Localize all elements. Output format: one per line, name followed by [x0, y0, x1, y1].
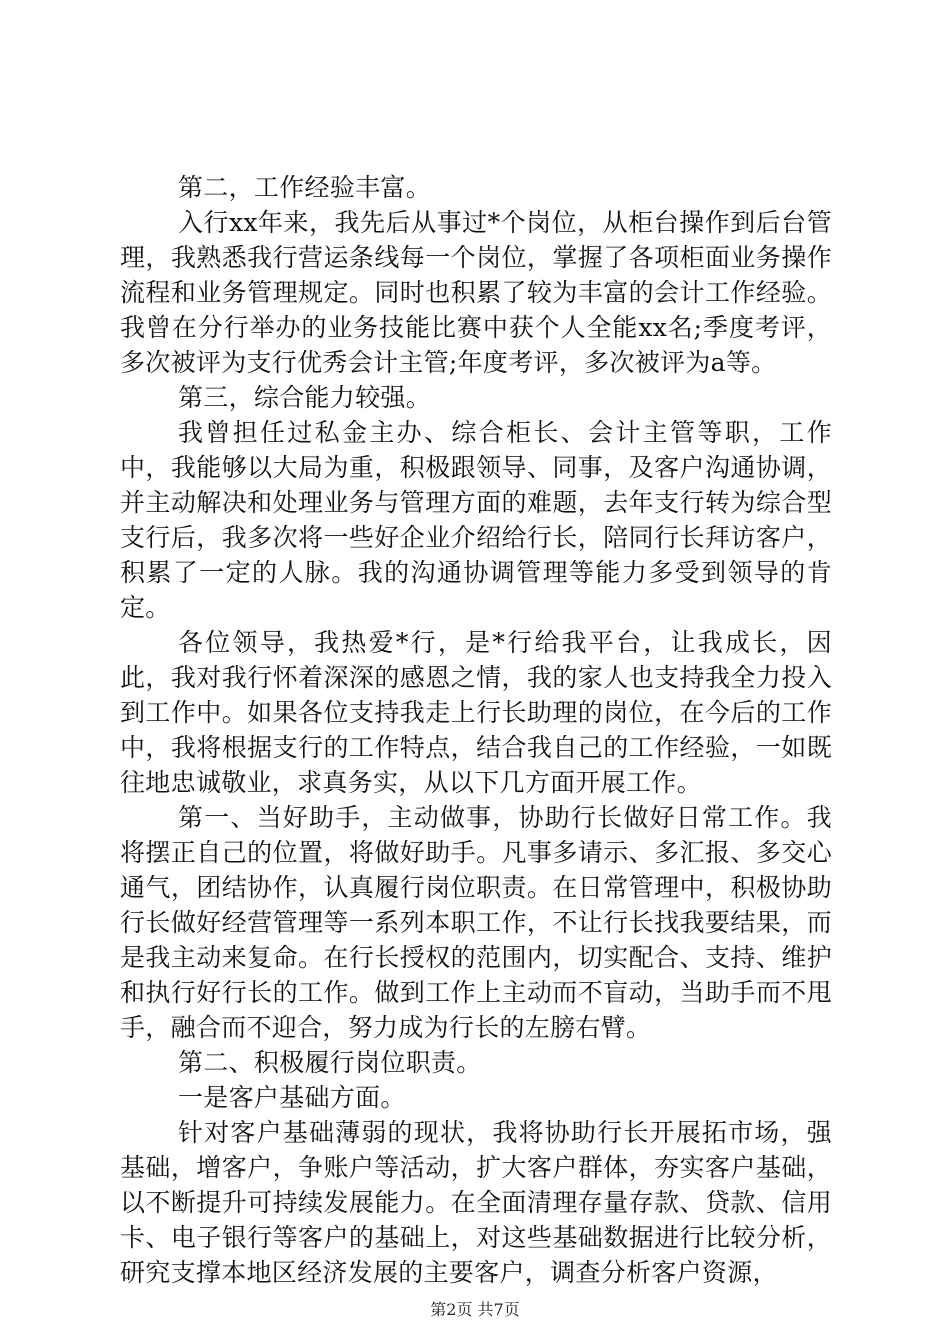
paragraph-9: 针对客户基础薄弱的现状，我将协助行长开展拓市场，强基础，增客户，争账户等活动，扩大客户群体，夯实客户基础，以不断提升可持续发展能力。在全面清理存量存款、贷款、信用卡、电子银行等客户的基础上，对这些基础数据进行比较分析，研究支撑本地区经济发展的主要客户，调查分析客户资源，	[120, 1118, 832, 1287]
paragraph-7: 第二、积极履行岗位职责。	[178, 1048, 482, 1077]
document-body	[120, 170, 832, 1290]
paragraph-5: 各位领导，我热爱*行，是*行给我平台，让我成长，因此，我对我行怀着深深的感恩之情，我的家人也支持我全力投入到工作中。如果各位支持我走上行长助理的岗位，在今后的工作中，我将根据支行的工作特点，结合我自己的工作经验，一如既往地忠诚敬业，求真务实，从以下几方面开展工作。	[120, 628, 832, 797]
paragraph-8: 一是客户基础方面。	[178, 1083, 406, 1112]
paragraph-2: 入行xx年来，我先后从事过*个岗位，从柜台操作到后台管理，我熟悉我行营运条线每一个岗位，掌握了各项柜面业务操作流程和业务管理规定。同时也积累了较为丰富的会计工作经验。我曾在分行举办的业务技能比赛中获个人全能xx名;季度考评，多次被评为支行优秀会计主管;年度考评，多次被评为a等。	[120, 208, 832, 377]
paragraph-3: 第三，综合能力较强。	[178, 383, 432, 412]
paragraph-1: 第二，工作经验丰富。	[178, 173, 432, 202]
page-footer: 第2页 共7页	[430, 1300, 520, 1319]
paragraph-4: 我曾担任过私金主办、综合柜长、会计主管等职，工作中，我能够以大局为重，积极跟领导、同事，及客户沟通协调，并主动解决和处理业务与管理方面的难题，去年支行转为综合型支行后，我多次将一些好企业介绍给行长，陪同行长拜访客户，积累了一定的人脉。我的沟通协调管理等能力多受到领导的肯定。	[120, 418, 832, 622]
paragraph-6: 第一、当好助手，主动做事，协助行长做好日常工作。我将摆正自己的位置，将做好助手。凡事多请示、多汇报、多交心通气，团结协作，认真履行岗位职责。在日常管理中，积极协助行长做好经营管理等一系列本职工作，不让行长找我要结果，而是我主动来复命。在行长授权的范围内，切实配合、支持、维护和执行好行长的工作。做到工作上主动而不盲动，当助手而不甩手，融合而不迎合，努力成为行长的左膀右臂。	[120, 803, 832, 1042]
